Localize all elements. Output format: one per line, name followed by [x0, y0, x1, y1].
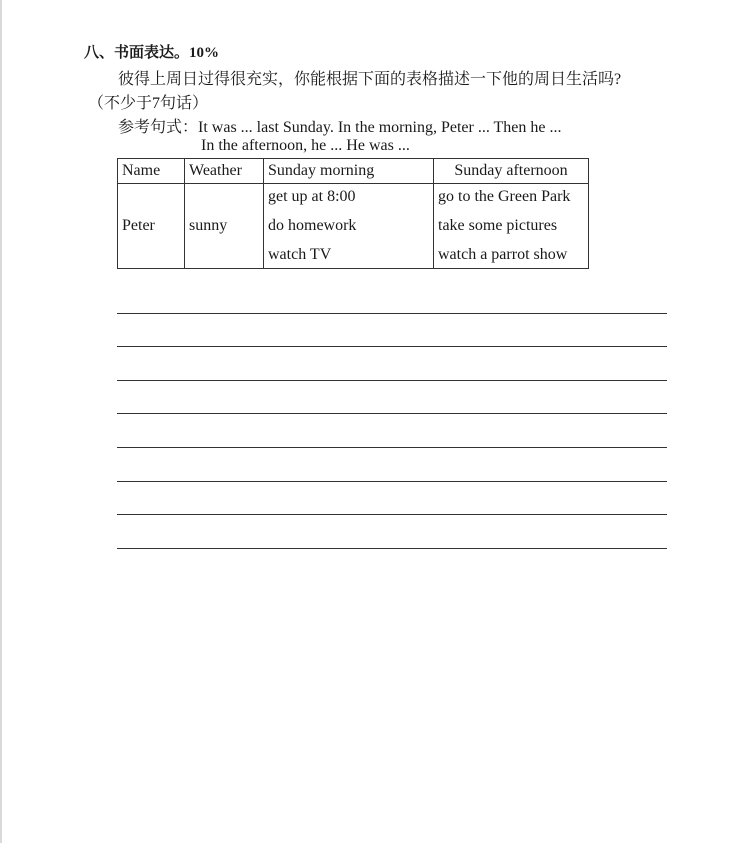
section-title: 八、书面表达。10%: [84, 45, 220, 61]
writing-prompt: 彼得上周日过得很充实，你能根据下面的表格描述一下他的周日生活吗?: [118, 71, 622, 88]
afternoon-activity-1: go to the Green Park: [438, 188, 571, 205]
cell-weather: sunny: [185, 184, 264, 269]
writing-line-7[interactable]: [117, 514, 667, 515]
morning-activity-2: do homework: [268, 217, 357, 234]
afternoon-activity-2: take some pictures: [438, 217, 558, 234]
header-name: Name: [118, 159, 185, 184]
cell-morning-activities: [264, 184, 434, 269]
writing-line-6[interactable]: [117, 481, 667, 482]
cell-name: Peter: [118, 184, 185, 269]
header-weather: Weather: [185, 159, 264, 184]
page-left-border: [0, 0, 2, 843]
cell-afternoon-activities: [434, 184, 589, 269]
morning-activity-3: watch TV: [268, 246, 332, 263]
writing-line-4[interactable]: [117, 413, 667, 414]
reference-sentences-line-2: In the afternoon, he ... He was ...: [201, 137, 410, 154]
writing-line-5[interactable]: [117, 447, 667, 448]
afternoon-activity-3: watch a parrot show: [438, 246, 568, 263]
table-header-row: [118, 159, 589, 184]
sentence-requirement-note: （不少于7句话）: [88, 95, 209, 112]
sunday-activities-table: [117, 158, 589, 269]
header-sunday-morning: Sunday morning: [264, 159, 434, 184]
header-sunday-afternoon: Sunday afternoon: [434, 159, 589, 184]
reference-label: 参考句式：: [118, 119, 199, 136]
table-row: [118, 184, 589, 269]
writing-line-2[interactable]: [117, 346, 667, 347]
reference-sentences-line-1: [118, 114, 562, 137]
reference-text-1: It was ... last Sunday. In the morning, Peter ... Then he ...: [198, 119, 562, 136]
writing-line-8[interactable]: [117, 548, 667, 549]
writing-line-3[interactable]: [117, 380, 667, 381]
morning-activity-1: get up at 8:00: [268, 188, 356, 205]
writing-line-1[interactable]: [117, 313, 667, 314]
